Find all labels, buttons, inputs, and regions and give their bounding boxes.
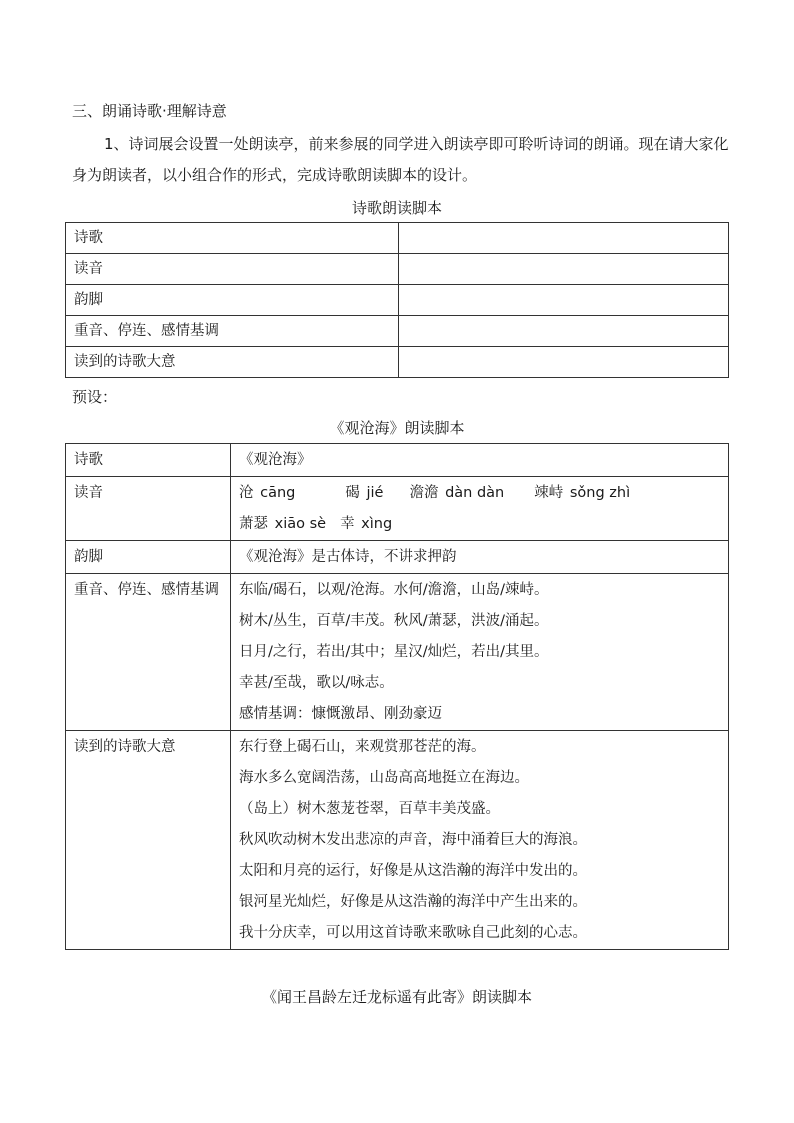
rhyme-value: 《观沧海》是古体诗，不讲求押韵 [231, 541, 729, 574]
meaning-line: （岛上）树木葱茏苍翠，百草丰美茂盛。 [239, 801, 500, 817]
blank-cell[interactable] [399, 316, 729, 347]
row-label: 读音 [66, 254, 399, 285]
table-row [66, 477, 729, 541]
poem-title: 《观沧海》 [231, 444, 729, 477]
guan-canghai-script-table [65, 443, 729, 950]
meaning-line: 秋风吹动树木发出悲凉的声音，海中涌着巨大的海浪。 [239, 832, 587, 848]
blank-cell[interactable] [399, 347, 729, 378]
readings-line [239, 509, 720, 540]
stress-line: 幸甚/至哉，歌以/咏志。 [239, 675, 394, 691]
stress-line: 日月/之行，若出/其中；星汉/灿烂，若出/其里。 [239, 644, 549, 660]
preset-label: 预设： [72, 388, 118, 406]
row-label: 诗歌 [66, 223, 399, 254]
readings-cell [231, 477, 729, 541]
table1-caption: 诗歌朗读脚本 [351, 199, 442, 217]
meaning-line: 海水多么宽阔浩荡，山岛高高地挺立在海边。 [239, 770, 529, 786]
row-label: 诗歌 [66, 444, 231, 477]
stress-line: 东临/碣石，以观/沧海。水何/澹澹，山岛/竦峙。 [239, 582, 549, 598]
row-label: 韵脚 [66, 541, 231, 574]
row-label: 韵脚 [66, 285, 399, 316]
table-row [66, 285, 729, 316]
blank-cell[interactable] [399, 223, 729, 254]
readings-line [239, 478, 720, 509]
reading-item: 幸 xìng [340, 516, 393, 532]
reading-item: 萧瑟 xiāo sè [239, 516, 327, 532]
meaning-line: 银河星光灿烂，好像是从这浩瀚的海洋中产生出来的。 [239, 894, 587, 910]
table-row [66, 541, 729, 574]
reading-item: 碣 jié [345, 485, 384, 501]
meaning-line: 东行登上碣石山，来观赏那苍茫的海。 [239, 739, 486, 755]
row-label: 重音、停连、感情基调 [66, 574, 231, 731]
table2-caption: 《观沧海》朗读脚本 [329, 419, 465, 437]
row-label: 读到的诗歌大意 [66, 731, 231, 950]
reading-item: 竦峙 sǒng zhì [534, 485, 631, 501]
row-label: 重音、停连、感情基调 [66, 316, 399, 347]
section-heading: 三、朗诵诗歌·理解诗意 [72, 102, 227, 120]
intro-paragraph: 1、诗词展会设置一处朗读亭，前来参展的同学进入朗读亭即可聆听诗词的朗诵。现在请大家化身为朗读者，以小组合作的形式，完成诗歌朗读脚本的设计。 [72, 135, 729, 184]
blank-cell[interactable] [399, 285, 729, 316]
table-row [66, 316, 729, 347]
meaning-cell [231, 731, 729, 950]
table3-caption: 《闻王昌龄左迁龙标遥有此寄》朗读脚本 [261, 988, 532, 1006]
table-row [66, 574, 729, 731]
reading-item: 澹澹 dàn dàn [409, 485, 505, 501]
table-row [66, 254, 729, 285]
stress-line: 树木/丛生，百草/丰茂。秋风/萧瑟，洪波/涌起。 [239, 613, 549, 629]
table-row [66, 347, 729, 378]
table-row [66, 444, 729, 477]
meaning-line: 我十分庆幸，可以用这首诗歌来歌咏自己此刻的心志。 [239, 925, 587, 941]
stress-cell [231, 574, 729, 731]
row-label: 读音 [66, 477, 231, 541]
table-row [66, 223, 729, 254]
row-label: 读到的诗歌大意 [66, 347, 399, 378]
meaning-line: 太阳和月亮的运行，好像是从这浩瀚的海洋中发出的。 [239, 863, 587, 879]
reading-item: 沧 cāng [239, 485, 296, 501]
blank-cell[interactable] [399, 254, 729, 285]
script-template-table [65, 222, 729, 378]
table-row [66, 731, 729, 950]
stress-line: 感情基调：慷慨激昂、刚劲豪迈 [239, 706, 442, 722]
